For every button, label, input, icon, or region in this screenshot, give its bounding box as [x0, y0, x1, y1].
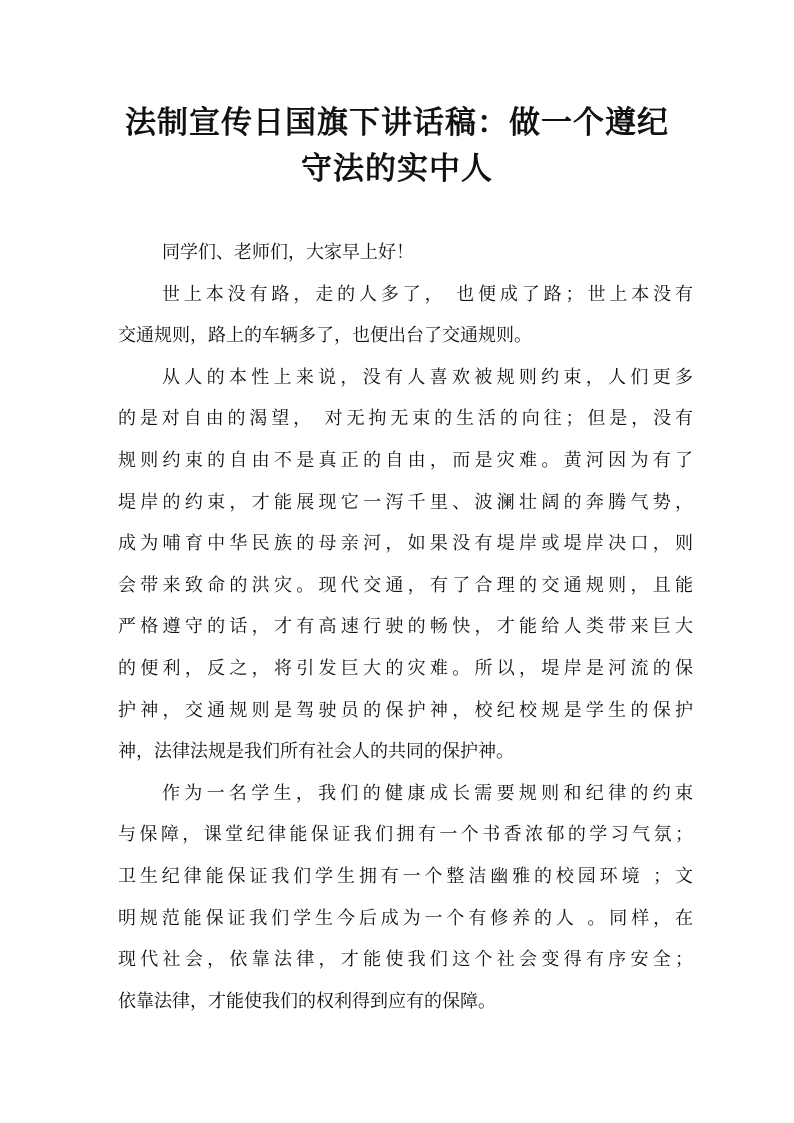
text-line: 护神，交通规则是驾驶员的保护神，校纪校规是学生的保护: [118, 699, 693, 721]
text-line: 成为哺育中华民族的母亲河，如果没有堤岸或堤岸决口，则: [118, 533, 693, 555]
text-line: 与保障，课堂纪律能保证我们拥有一个书香浓郁的学习气氛；: [118, 824, 693, 846]
text-line: 世上本没有路，走的人多了， 也便成了路；世上本没有: [162, 283, 693, 305]
text-line: 现代社会，依靠法律，才能使我们这个社会变得有序安全；: [118, 949, 693, 971]
text-line: 明规范能保证我们学生今后成为一个有修养的人 。同样，在: [118, 907, 693, 929]
paragraph-greeting: [118, 232, 693, 274]
text-line: 交通规则，路上的车辆多了，也便出台了交通规则。: [118, 325, 532, 347]
text-line: 神，法律法规是我们所有社会人的共同的保护神。: [118, 741, 514, 763]
text-line: 的是对自由的渴望， 对无拘无束的生活的向往；但是，没有: [118, 408, 693, 430]
document-body: [118, 232, 693, 1022]
text-line: 从人的本性上来说，没有人喜欢被规则约束，人们更多: [162, 366, 693, 388]
paragraph-road-rules: [118, 274, 693, 357]
text-line: 作为一名学生，我们的健康成长需要规则和纪律的约束: [162, 782, 693, 804]
document-title-line-2: 守法的实中人: [301, 151, 493, 187]
text-line: 依靠法律，才能使我们的权利得到应有的保障。: [118, 990, 496, 1012]
paragraph-freedom-rules: [118, 357, 693, 773]
text-line: 堤岸的约束，才能展现它一泻千里、波澜壮阔的奔腾气势，: [118, 491, 693, 513]
text-line: 会带来致命的洪灾。现代交通，有了合理的交通规则，且能: [118, 574, 693, 596]
text-line: 卫生纪律能保证我们学生拥有一个整洁幽雅的校园环境 ；文: [118, 865, 693, 887]
text-line: 严格遵守的话，才有高速行驶的畅快，才能给人类带来巨大: [118, 616, 693, 638]
text-line: 同学们、老师们，大家早上好！: [162, 242, 414, 263]
text-line: 规则约束的自由不是真正的自由，而是灾难。黄河因为有了: [118, 449, 693, 471]
document-title-line-1: 法制宣传日国旗下讲话稿：做一个遵纪: [125, 105, 669, 141]
text-line: 的便利，反之，将引发巨大的灾难。所以，堤岸是河流的保: [118, 657, 693, 679]
paragraph-students-discipline: [118, 773, 693, 1023]
